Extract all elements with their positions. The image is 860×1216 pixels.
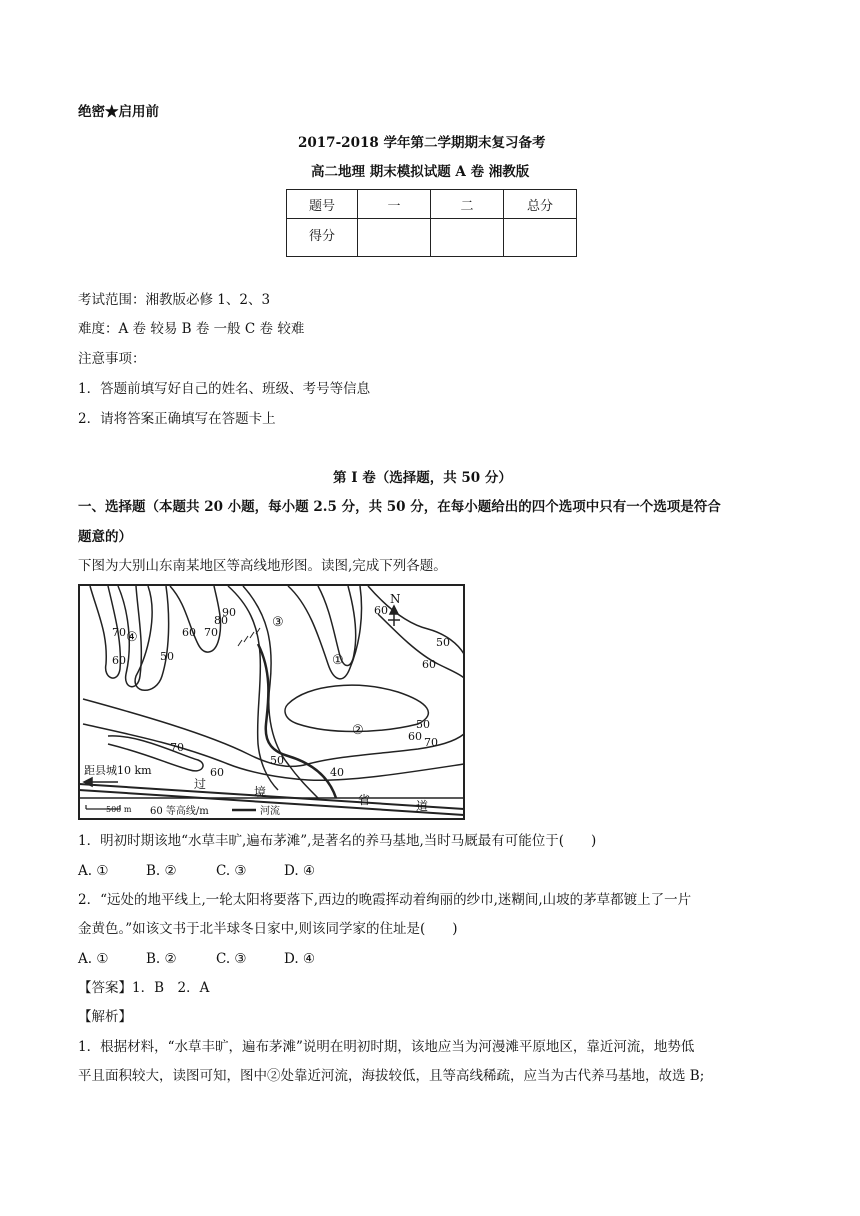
contour-label: 60 xyxy=(374,604,388,617)
contour-label: 60 xyxy=(182,626,196,639)
distance-label: 距县城10 km xyxy=(84,764,152,777)
secret-mark: 绝密★启用前 xyxy=(78,104,159,120)
contour-label: 50 xyxy=(160,650,174,663)
title-line-1: 2017-2018 学年第二学期期末复习备考 xyxy=(298,135,546,151)
question-intro: 下图为大别山东南某地区等高线地形图。读图,完成下列各题。 xyxy=(78,558,447,574)
q2-option-c: C. ③ xyxy=(216,951,247,967)
road-label: 道 xyxy=(416,799,429,813)
notice-item-1: 1．答题前填写好自己的姓名、班级、考号等信息 xyxy=(78,381,371,397)
road-label: 省 xyxy=(358,793,371,807)
q2-option-b: B. ② xyxy=(146,951,177,967)
region-label: ① xyxy=(332,653,344,668)
q2-option-d: D. ④ xyxy=(284,951,316,967)
q1-option-d: D. ④ xyxy=(284,863,316,879)
title-line-2: 高二地理 期末模拟试题 A 卷 湘教版 xyxy=(311,164,530,180)
q1-option-c: C. ③ xyxy=(216,863,247,879)
analysis-label: 【解析】 xyxy=(78,1009,132,1025)
contour-label: 70 xyxy=(424,736,438,749)
region-label: ④ xyxy=(126,630,138,645)
score-cell xyxy=(504,219,577,257)
question-2-line-1: 2．“远处的地平线上,一轮太阳将要落下,西边的晚霞挥动着绚丽的纱巾,迷糊间,山坡的茅草都镀上了一片 xyxy=(78,892,692,908)
legend-river-label: 河流 xyxy=(260,806,280,817)
contour-label: 70 xyxy=(112,626,126,639)
q2-option-a: A. ① xyxy=(78,951,109,967)
contour-label: 70 xyxy=(204,626,218,639)
contour-map xyxy=(78,584,465,820)
contour-label: 60 xyxy=(408,730,422,743)
notice-title: 注意事项： xyxy=(78,351,146,367)
score-table xyxy=(286,189,577,257)
difficulty: 难度：A 卷 较易 B 卷 一般 C 卷 较难 xyxy=(78,321,305,337)
score-table-header: 总分 xyxy=(504,190,577,219)
score-table-header: 题号 xyxy=(287,190,358,219)
section-heading-line-1: 一、选择题（本题共 20 小题，每小题 2.5 分，共 50 分，在每小题给出的四个选项中只有一个选项是符合 xyxy=(78,499,721,515)
region-label: ③ xyxy=(272,615,284,630)
contour-label: 80 xyxy=(214,614,228,627)
contour-label: 60 xyxy=(112,654,126,667)
contour-label: 90 xyxy=(222,606,236,619)
q1-option-b: B. ② xyxy=(146,863,177,879)
analysis-line-2: 平且面积较大，读图可知，图中②处靠近河流，海拔较低，且等高线稀疏，应当为古代养马基地，故选 B; xyxy=(78,1068,705,1084)
region-label: ② xyxy=(352,723,364,738)
score-row-label: 得分 xyxy=(287,219,358,257)
contour-label: 70 xyxy=(170,741,184,754)
contour-label: 60 xyxy=(422,658,436,671)
question-2-line-2: 金黄色。”如该文书于北半球冬日家中,则该同学家的住址是( ) xyxy=(78,921,458,937)
contour-label: 40 xyxy=(330,766,344,779)
score-cell xyxy=(431,219,504,257)
score-cell xyxy=(358,219,431,257)
north-label: N xyxy=(390,592,401,606)
exam-scope: 考试范围：湘教版必修 1、2、3 xyxy=(78,292,271,308)
answer-label: 【答案】1．B 2．A xyxy=(78,980,210,996)
legend-contour-label: 60 等高线/m xyxy=(150,806,209,817)
question-1: 1．明初时期该地“水草丰旷,遍布茅滩”,是著名的养马基地,当时马厩最有可能位于( ) xyxy=(78,833,597,849)
contour-label: 60 xyxy=(210,766,224,779)
contour-label: 50 xyxy=(416,718,430,731)
road-label: 过 xyxy=(194,777,207,791)
section-title: 第 I 卷（选择题，共 50 分） xyxy=(333,470,512,486)
q1-option-a: A. ① xyxy=(78,863,109,879)
analysis-line-1: 1．根据材料，“水草丰旷，遍布茅滩”说明在明初时期，该地应当为河漫滩平原地区，靠近河流，地势低 xyxy=(78,1039,695,1055)
legend-scale-label: 500 m xyxy=(106,805,132,814)
contour-label: 50 xyxy=(436,636,450,649)
notice-item-2: 2．请将答案正确填写在答题卡上 xyxy=(78,411,276,427)
contour-label: 50 xyxy=(270,754,284,767)
score-table-header: 一 xyxy=(358,190,431,219)
road-label: 境 xyxy=(254,785,267,799)
score-table-header: 二 xyxy=(431,190,504,219)
section-heading-line-2: 题意的） xyxy=(78,529,132,545)
